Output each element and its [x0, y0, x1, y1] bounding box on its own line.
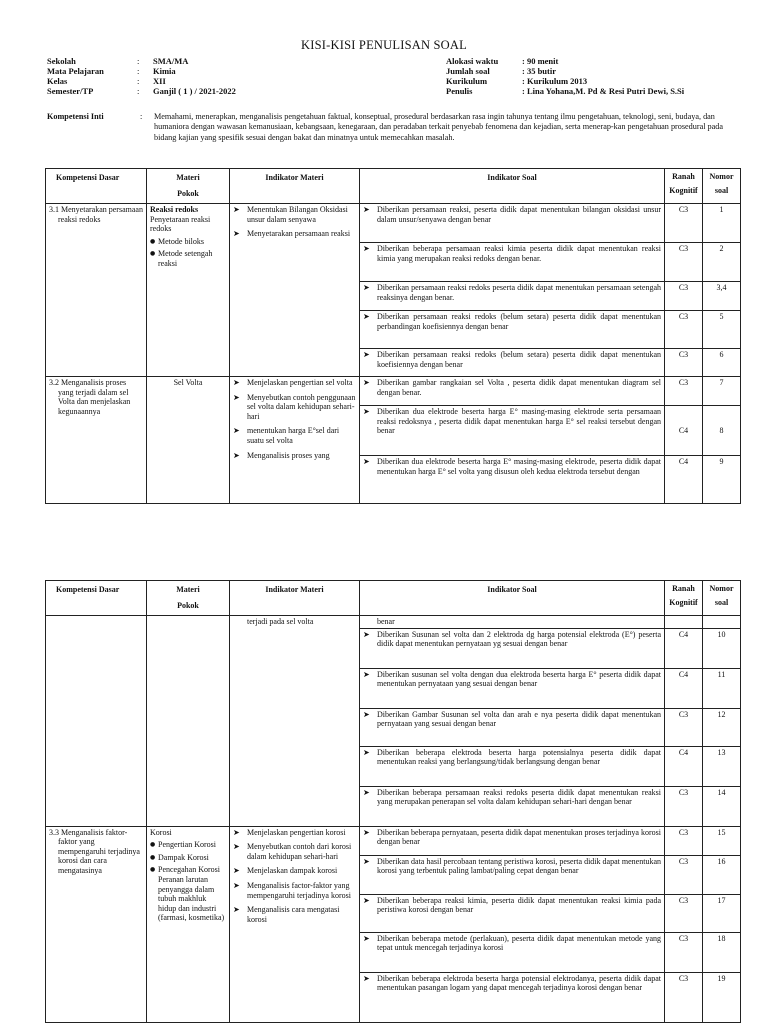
kisi-table-2	[45, 580, 741, 1023]
nomor-cell: 15	[703, 826, 741, 855]
ranah-cell: C4	[665, 746, 703, 786]
ranah-cell: C3	[665, 349, 703, 377]
meta-value: : 35 butir	[522, 66, 556, 76]
ranah-cell: C4	[665, 406, 703, 456]
meta-row	[446, 86, 684, 96]
header-indikator-soal: Indikator Soal	[360, 169, 665, 204]
indikator-soal-cell: ➤ Diberikan beberapa metode (perlakuan), peserta didik dapat menentukan metode yang tepat untuk mencegah terjadinya korosi	[360, 932, 665, 972]
indikator-materi-cell	[230, 377, 360, 504]
nomor-cell: 3,4	[703, 282, 741, 311]
nomor-cell: 7	[703, 377, 741, 406]
indikator-materi-cell: terjadi pada sel volta	[230, 616, 360, 827]
materi-title: Reaksi redoks	[150, 205, 199, 214]
header-ranah: Ranah Kognitif	[665, 581, 703, 616]
kd-cell: 3.1 Menyetarakan persamaan reaksi redoks	[46, 204, 147, 377]
header-materi: Materi Pokok	[147, 169, 230, 204]
meta-row: Sekolah : SMA/MA	[47, 56, 189, 66]
nomor-cell: 17	[703, 894, 741, 932]
meta-row	[446, 76, 684, 86]
kd-cell: 3.3 Menganalisis faktor-faktor yang mempengaruhi terjadinya korosi dan cara mengatasinya	[46, 826, 147, 1022]
ranah-cell: C3	[665, 826, 703, 855]
ranah-cell: C4	[665, 628, 703, 668]
indikator-soal-cell: ➤ Diberikan persamaan reaksi redoks peserta didik dapat menentukan persamaan setengah reaksinya dengan benar.	[360, 282, 665, 311]
ranah-cell: C3	[665, 855, 703, 894]
meta-value: SMA/MA	[153, 56, 189, 66]
nomor-cell: 9	[703, 456, 741, 504]
ranah-cell: C4	[665, 668, 703, 708]
indikator-materi-item: ➤ Menjelaskan dampak korosi	[233, 866, 356, 876]
ranah-cell: C4	[665, 456, 703, 504]
indikator-soal-cell: benar	[360, 616, 665, 629]
meta-key: Mata Pelajaran	[47, 66, 104, 76]
meta-key: Alokasi waktu	[446, 56, 499, 66]
indikator-materi-item: ➤ Menganalisis factor-faktor yang mempengaruhi terjadinya korosi	[233, 881, 356, 900]
nomor-cell: 11	[703, 668, 741, 708]
ranah-cell: C3	[665, 786, 703, 826]
materi-bullet: ● Dampak Korosi	[150, 853, 226, 863]
meta-key: Semester/TP	[47, 86, 94, 96]
nomor-cell: 1	[703, 204, 741, 243]
nomor-cell	[703, 616, 741, 629]
header-nomor: Nomor soal	[703, 169, 741, 204]
header-materi: Materi Pokok	[147, 581, 230, 616]
indikator-soal-cell: ➤ Diberikan data hasil percobaan tentang peristiwa korosi, peserta didik dapat menentukan korosi yang terbentuk paling lambat/paling cepat dengan benar	[360, 855, 665, 894]
ranah-cell: C3	[665, 932, 703, 972]
indikator-soal-cell: ➤ Diberikan beberapa elektroda beserta harga potensial elektrodanya, peserta didik dapat menentukan pasangan logam yang dapat mencegah terjadinya korosi dengan benar	[360, 972, 665, 1022]
indikator-materi-item: ➤ Menyebutkan contoh dari korosi dalam kehidupan sehari-hari	[233, 842, 356, 861]
nomor-cell: 14	[703, 786, 741, 826]
meta-value: Ganjil ( 1 ) / 2021-2022	[153, 86, 236, 96]
materi-cell	[147, 826, 230, 1022]
nomor-cell: 10	[703, 628, 741, 668]
kompetensi-inti: Kompetensi Inti : Memahami, menerapkan, menganalisis pengetahuan faktual, konseptual, prosedural berdasarkan rasa ingin tahunya tentang ilmu pengetahuan, teknologi, seni, budaya, dan humaniora dengan wawasan kemanusiaan, kebangsaan, kenegaraan, dan peradaban terkait penyebab fenomena dan kejadian, serta menerap-kan pengetahuan prosedural pada bidang kajian yang spesifik sesuai dengan bakat dan minatnya untuk memecahkan masalah.	[47, 112, 737, 143]
nomor-cell: 6	[703, 349, 741, 377]
indikator-soal-cell: ➤ Diberikan susunan sel volta dengan dua elektroda beserta harga E° peserta didik dapat menentukan pernyataan yang sesuai dengan benar	[360, 668, 665, 708]
materi-subtitle: Penyetaraan reaksi redoks	[150, 214, 211, 234]
indikator-soal-cell: ➤ Diberikan beberapa persamaan reaksi kimia peserta didik dapat menentukan reaksi kimia yang merupakan reaksi redoks dengan benar.	[360, 243, 665, 282]
materi-bullet: ● Pencegahan Korosi Peranan larutan penyangga dalam tubuh makhluk hidup dan industri (farmasi, kosmetika)	[150, 865, 226, 923]
indikator-soal-cell: ➤ Diberikan beberapa elektroda beserta harga potensialnya peserta didik dapat menentukan reaksi yang berlangsung/tidak berlangsung dengan benar	[360, 746, 665, 786]
ranah-cell: C3	[665, 972, 703, 1022]
indikator-soal-cell: ➤ Diberikan beberapa pernyataan, peserta didik dapat menentukan proses terjadinya korosi dengan benar	[360, 826, 665, 855]
kisi-table-1	[45, 168, 741, 504]
meta-value: XII	[153, 76, 166, 86]
document-title: KISI-KISI PENULISAN SOAL	[301, 38, 467, 52]
nomor-cell: 16	[703, 855, 741, 894]
ranah-cell	[665, 616, 703, 629]
indikator-soal-cell: ➤ Diberikan Susunan sel volta dan 2 elektroda dg harga potensial elektroda (E°) peserta didik dapat menentukan pernyataan yg sesuai dengan benar	[360, 628, 665, 668]
meta-value: : Kurikulum 2013	[522, 76, 588, 86]
indikator-soal-cell: ➤ Diberikan persamaan reaksi redoks (belum setara) peserta didik dapat menentukan koefisiennya dengan benar	[360, 349, 665, 377]
meta-right	[446, 56, 684, 96]
nomor-cell: 18	[703, 932, 741, 972]
meta-value: : Lina Yohana,M. Pd & Resi Putri Dewi, S.Si	[522, 86, 685, 96]
ranah-cell: C3	[665, 204, 703, 243]
indikator-materi-item: ➤ Menganalisis cara mengatasi korosi	[233, 905, 356, 924]
indikator-soal-cell: ➤ Diberikan gambar rangkaian sel Volta , peserta didik dapat menentukan diagram sel dengan benar.	[360, 377, 665, 406]
nomor-cell: 2	[703, 243, 741, 282]
indikator-materi-item: ➤ Menjelaskan pengertian sel volta	[233, 378, 356, 388]
header-indikator-materi: Indikator Materi	[230, 581, 360, 616]
ranah-cell: C3	[665, 243, 703, 282]
ranah-cell: C3	[665, 282, 703, 311]
meta-key: Jumlah soal	[446, 66, 490, 76]
indikator-materi-cell	[230, 826, 360, 1022]
materi-bullet: ● Metode biloks	[150, 237, 226, 247]
meta-key: Penulis	[446, 86, 473, 96]
ranah-cell: C3	[665, 311, 703, 349]
indikator-materi-item: ➤ menentukan harga E°sel dari suatu sel volta	[233, 426, 356, 445]
header-indikator-soal: Indikator Soal	[360, 581, 665, 616]
ranah-cell: C3	[665, 377, 703, 406]
meta-key: Kurikulum	[446, 76, 488, 86]
indikator-soal-cell: ➤ Diberikan dua elektrode beserta harga E° masing-masing elektrode, peserta didik dapat menentukan harga E° sel volta yang disusun oleh kedua elektroda tersebut dengan	[360, 456, 665, 504]
ki-text: Memahami, menerapkan, menganalisis pengetahuan faktual, konseptual, prosedural berdasarkan rasa ingin tahunya tentang ilmu pengetahuan, teknologi, seni, budaya, dan humaniora dengan wawasan kemanusiaan, kebangsaan, kenegaraan, dan peradaban terkait penyebab fenomena dan kejadian, serta menerap-kan pengetahuan prosedural pada bidang kajian yang spesifik sesuai dengan bakat dan minatnya untuk memecahkan masalah.	[154, 112, 723, 142]
nomor-cell: 19	[703, 972, 741, 1022]
materi-cell: Sel Volta	[147, 377, 230, 504]
indikator-soal-cell: ➤ Diberikan persamaan reaksi, peserta didik dapat menentukan bilangan oksidasi unsur dalam unsur/senyawa dengan benar	[360, 204, 665, 243]
materi-title: Korosi	[150, 827, 172, 837]
meta-left	[47, 56, 236, 96]
indikator-materi-item: ➤ Menentukan Bilangan Oksidasi unsur dalam senyawa	[233, 205, 356, 224]
indikator-materi-cell	[230, 204, 360, 377]
meta-key: Sekolah	[47, 56, 76, 66]
table-row	[46, 377, 741, 406]
indikator-soal-cell: ➤ Diberikan dua elektrode beserta harga E° masing-masing elektrode serta persamaan reaksi redoksnya , peserta didik dapat menentukan harga E° sel reaksi tersebut dengan benar	[360, 406, 665, 456]
kd-cell: 3.2 Menganalisis proses yang terjadi dalam sel Volta dan menjelaskan kegunaannya	[46, 377, 147, 504]
nomor-cell: 5	[703, 311, 741, 349]
header-kd: Kompetensi Dasar	[46, 169, 147, 204]
nomor-cell: 8	[703, 406, 741, 456]
meta-value: : 90 menit	[522, 56, 559, 66]
meta-key: Kelas	[47, 76, 68, 86]
indikator-materi-item: ➤ Menganalisis proses yang	[233, 451, 356, 461]
table-row	[46, 204, 741, 243]
indikator-soal-cell: ➤ Diberikan beberapa reaksi kimia, peserta didik dapat menentukan reaksi kimia pada peristiwa korosi dengan benar	[360, 894, 665, 932]
table-row	[46, 616, 741, 629]
indikator-materi-item: ➤ Menyebutkan contoh penggunaan sel volta dalam kehidupan sehari-hari	[233, 393, 356, 422]
meta-row: Mata Pelajaran : Kimia	[47, 66, 176, 76]
nomor-cell: 13	[703, 746, 741, 786]
indikator-soal-cell: ➤ Diberikan Gambar Susunan sel volta dan arah e nya peserta didik dapat menentukan pernyataan yang sesuai dengan benar	[360, 708, 665, 746]
kd-cell	[46, 616, 147, 827]
materi-cell	[147, 204, 230, 377]
meta-row: Kelas : XII	[47, 76, 166, 86]
indikator-materi-item: ➤ Menjelaskan pengertian korosi	[233, 828, 356, 838]
meta-value: Kimia	[153, 66, 176, 76]
ranah-cell: C3	[665, 708, 703, 746]
indikator-materi-item: ➤ Menyetarakan persamaan reaksi	[233, 229, 356, 239]
nomor-cell: 12	[703, 708, 741, 746]
table-header-row	[46, 169, 741, 204]
ki-label: Kompetensi Inti	[47, 112, 104, 121]
indikator-soal-cell: ➤ Diberikan persamaan reaksi redoks (belum setara) peserta didik dapat menentukan perbandingan koefisiennya dengan benar	[360, 311, 665, 349]
header-kd: Kompetensi Dasar	[46, 581, 147, 616]
meta-row: Semester/TP : Ganjil ( 1 ) / 2021-2022	[47, 86, 236, 96]
materi-bullet: ● Pengertian Korosi	[150, 840, 226, 850]
table-row	[46, 826, 741, 855]
materi-bullet: ● Metode setengah reaksi	[150, 249, 226, 268]
header-nomor: Nomor soal	[703, 581, 741, 616]
meta-row	[446, 66, 684, 76]
ranah-cell: C3	[665, 894, 703, 932]
table-header-row	[46, 581, 741, 616]
meta-row	[446, 56, 684, 66]
indikator-soal-cell: ➤ Diberikan beberapa persamaan reaksi redoks peserta didik dapat menentukan reaksi yang merupakan penerapan sel volta dalam kehidupan sehari-hari dengan benar	[360, 786, 665, 826]
header-indikator-materi: Indikator Materi	[230, 169, 360, 204]
header-ranah: Ranah Kognitif	[665, 169, 703, 204]
materi-cell	[147, 616, 230, 827]
